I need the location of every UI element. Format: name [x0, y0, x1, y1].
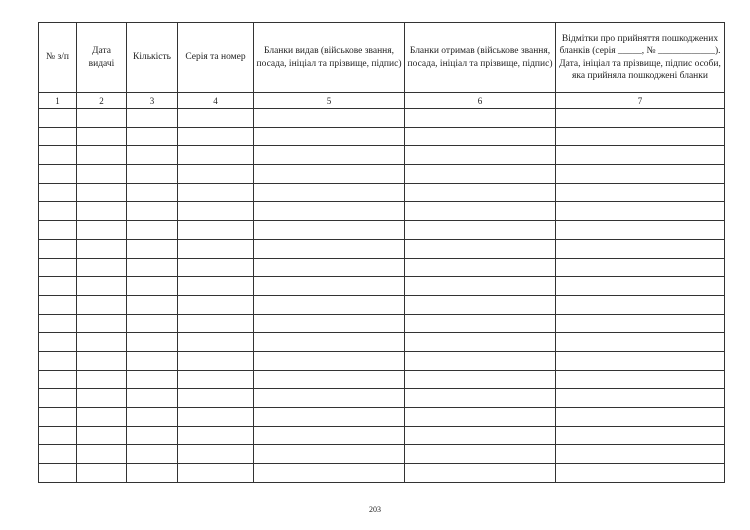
table-cell: [405, 389, 556, 408]
table-cell: [39, 109, 77, 128]
table-cell: [556, 445, 725, 464]
table-cell: [77, 277, 127, 296]
table-cell: [405, 351, 556, 370]
table-cell: [405, 295, 556, 314]
column-number-cell: 7: [556, 93, 725, 109]
table-cell: [39, 295, 77, 314]
table-cell: [127, 239, 178, 258]
table-cell: [405, 445, 556, 464]
table-row: [39, 333, 725, 352]
column-number-cell: 3: [127, 93, 178, 109]
table-cell: [556, 202, 725, 221]
table-cell: [127, 258, 178, 277]
table-cell: [178, 109, 254, 128]
table-cell: [127, 370, 178, 389]
table-cell: [127, 183, 178, 202]
table-cell: [556, 426, 725, 445]
table-cell: [254, 127, 405, 146]
table-row: [39, 165, 725, 184]
table-cell: [556, 408, 725, 427]
table-cell: [77, 239, 127, 258]
column-number-cell: 4: [178, 93, 254, 109]
table-cell: [178, 258, 254, 277]
table-cell: [77, 109, 127, 128]
table-cell: [254, 165, 405, 184]
register-table: [38, 22, 725, 483]
table-cell: [556, 146, 725, 165]
column-header-issue-date: Дата видачі: [77, 23, 127, 93]
table-cell: [39, 258, 77, 277]
table-cell: [39, 127, 77, 146]
table-cell: [405, 426, 556, 445]
table-cell: [405, 146, 556, 165]
table-cell: [127, 127, 178, 146]
table-cell: [556, 239, 725, 258]
table-cell: [77, 408, 127, 427]
column-header-received-by: Бланки отримав (військове звання, посада, ініціал та прізвище, підпис): [405, 23, 556, 93]
table-cell: [178, 202, 254, 221]
table-cell: [77, 351, 127, 370]
table-cell: [254, 221, 405, 240]
table-cell: [254, 389, 405, 408]
table-cell: [254, 146, 405, 165]
table-row: [39, 389, 725, 408]
table-cell: [178, 183, 254, 202]
column-number-cell: 6: [405, 93, 556, 109]
table-row: [39, 221, 725, 240]
column-header-damaged-forms-notes: Відмітки про прийняття пошкоджених бланків (серія _____, № ____________). Дата, ініціал та прізвище, підпис особи, яка прийняла пошкоджені бланки: [556, 23, 725, 93]
table-cell: [178, 389, 254, 408]
table-row: [39, 445, 725, 464]
table-cell: [254, 202, 405, 221]
column-header-series-number: Серія та номер: [178, 23, 254, 93]
table-row: [39, 258, 725, 277]
table-cell: [178, 351, 254, 370]
table-cell: [556, 464, 725, 483]
header-row: [39, 23, 725, 93]
table-cell: [77, 165, 127, 184]
table-cell: [127, 464, 178, 483]
table-cell: [77, 445, 127, 464]
table-cell: [556, 127, 725, 146]
table-row: [39, 426, 725, 445]
column-number-row: [39, 93, 725, 109]
table-cell: [127, 221, 178, 240]
table-cell: [405, 333, 556, 352]
table-cell: [77, 183, 127, 202]
table-cell: [77, 426, 127, 445]
table-cell: [39, 408, 77, 427]
table-cell: [127, 295, 178, 314]
table-cell: [127, 333, 178, 352]
table-cell: [178, 333, 254, 352]
table-cell: [405, 221, 556, 240]
table-cell: [127, 109, 178, 128]
table-cell: [127, 351, 178, 370]
table-cell: [127, 277, 178, 296]
table-cell: [556, 389, 725, 408]
table-row: [39, 295, 725, 314]
table-cell: [77, 389, 127, 408]
table-cell: [405, 202, 556, 221]
table-cell: [178, 314, 254, 333]
table-cell: [39, 333, 77, 352]
table-cell: [77, 333, 127, 352]
table-cell: [77, 146, 127, 165]
table-cell: [405, 109, 556, 128]
table-cell: [77, 258, 127, 277]
table-cell: [405, 258, 556, 277]
table-cell: [39, 277, 77, 296]
table-cell: [178, 464, 254, 483]
table-cell: [254, 183, 405, 202]
table-cell: [39, 445, 77, 464]
column-header-number: № з/п: [39, 23, 77, 93]
table-cell: [405, 165, 556, 184]
table-cell: [127, 426, 178, 445]
table-row: [39, 239, 725, 258]
table-cell: [178, 426, 254, 445]
table-cell: [39, 165, 77, 184]
page-number: 203: [369, 505, 381, 514]
table-cell: [39, 351, 77, 370]
table-cell: [77, 295, 127, 314]
table-cell: [556, 221, 725, 240]
table-cell: [254, 464, 405, 483]
table-cell: [39, 239, 77, 258]
table-cell: [77, 314, 127, 333]
table-cell: [405, 370, 556, 389]
table-cell: [39, 370, 77, 389]
table-cell: [405, 239, 556, 258]
table-cell: [39, 202, 77, 221]
table-cell: [556, 370, 725, 389]
table-cell: [556, 183, 725, 202]
table-cell: [556, 258, 725, 277]
table-cell: [39, 464, 77, 483]
table-cell: [254, 445, 405, 464]
table-cell: [405, 127, 556, 146]
table-row: [39, 370, 725, 389]
table-cell: [77, 370, 127, 389]
table-cell: [127, 389, 178, 408]
table-cell: [39, 314, 77, 333]
table-cell: [254, 239, 405, 258]
table-cell: [405, 277, 556, 296]
table-cell: [127, 165, 178, 184]
table-row: [39, 314, 725, 333]
table-cell: [39, 221, 77, 240]
table-row: [39, 183, 725, 202]
column-number-cell: 2: [77, 93, 127, 109]
table-cell: [556, 351, 725, 370]
table-cell: [39, 389, 77, 408]
table-row: [39, 351, 725, 370]
table-cell: [127, 408, 178, 427]
table-cell: [556, 295, 725, 314]
table-cell: [405, 408, 556, 427]
table-cell: [556, 277, 725, 296]
table-cell: [77, 221, 127, 240]
table-cell: [178, 370, 254, 389]
table-cell: [77, 464, 127, 483]
table-cell: [405, 314, 556, 333]
table-row: [39, 109, 725, 128]
table-cell: [556, 109, 725, 128]
table-cell: [127, 314, 178, 333]
table-cell: [254, 258, 405, 277]
table-cell: [77, 127, 127, 146]
table-cell: [127, 146, 178, 165]
table-row: [39, 127, 725, 146]
table-cell: [178, 295, 254, 314]
table-row: [39, 146, 725, 165]
column-header-quantity: Кількість: [127, 23, 178, 93]
table-cell: [405, 183, 556, 202]
table-cell: [178, 221, 254, 240]
column-header-issued-by: Бланки видав (військове звання, посада, ініціал та прізвище, підпис): [254, 23, 405, 93]
table-row: [39, 464, 725, 483]
table-cell: [254, 295, 405, 314]
table-cell: [178, 165, 254, 184]
table-cell: [178, 127, 254, 146]
table-cell: [254, 426, 405, 445]
table-row: [39, 277, 725, 296]
table-cell: [39, 146, 77, 165]
table-row: [39, 202, 725, 221]
table-body: [39, 109, 725, 483]
table-cell: [127, 445, 178, 464]
table-cell: [254, 408, 405, 427]
table-cell: [178, 445, 254, 464]
table-cell: [254, 277, 405, 296]
table-cell: [405, 464, 556, 483]
table-cell: [178, 408, 254, 427]
table-cell: [254, 370, 405, 389]
table-cell: [178, 146, 254, 165]
table-cell: [39, 426, 77, 445]
table-cell: [178, 277, 254, 296]
table-cell: [254, 109, 405, 128]
table-cell: [254, 333, 405, 352]
column-number-cell: 5: [254, 93, 405, 109]
column-number-cell: 1: [39, 93, 77, 109]
table-cell: [556, 165, 725, 184]
table-row: [39, 408, 725, 427]
table-cell: [254, 314, 405, 333]
table-cell: [178, 239, 254, 258]
table-cell: [556, 314, 725, 333]
table-cell: [127, 202, 178, 221]
table-cell: [77, 202, 127, 221]
table-cell: [39, 183, 77, 202]
table-cell: [556, 333, 725, 352]
table-cell: [254, 351, 405, 370]
